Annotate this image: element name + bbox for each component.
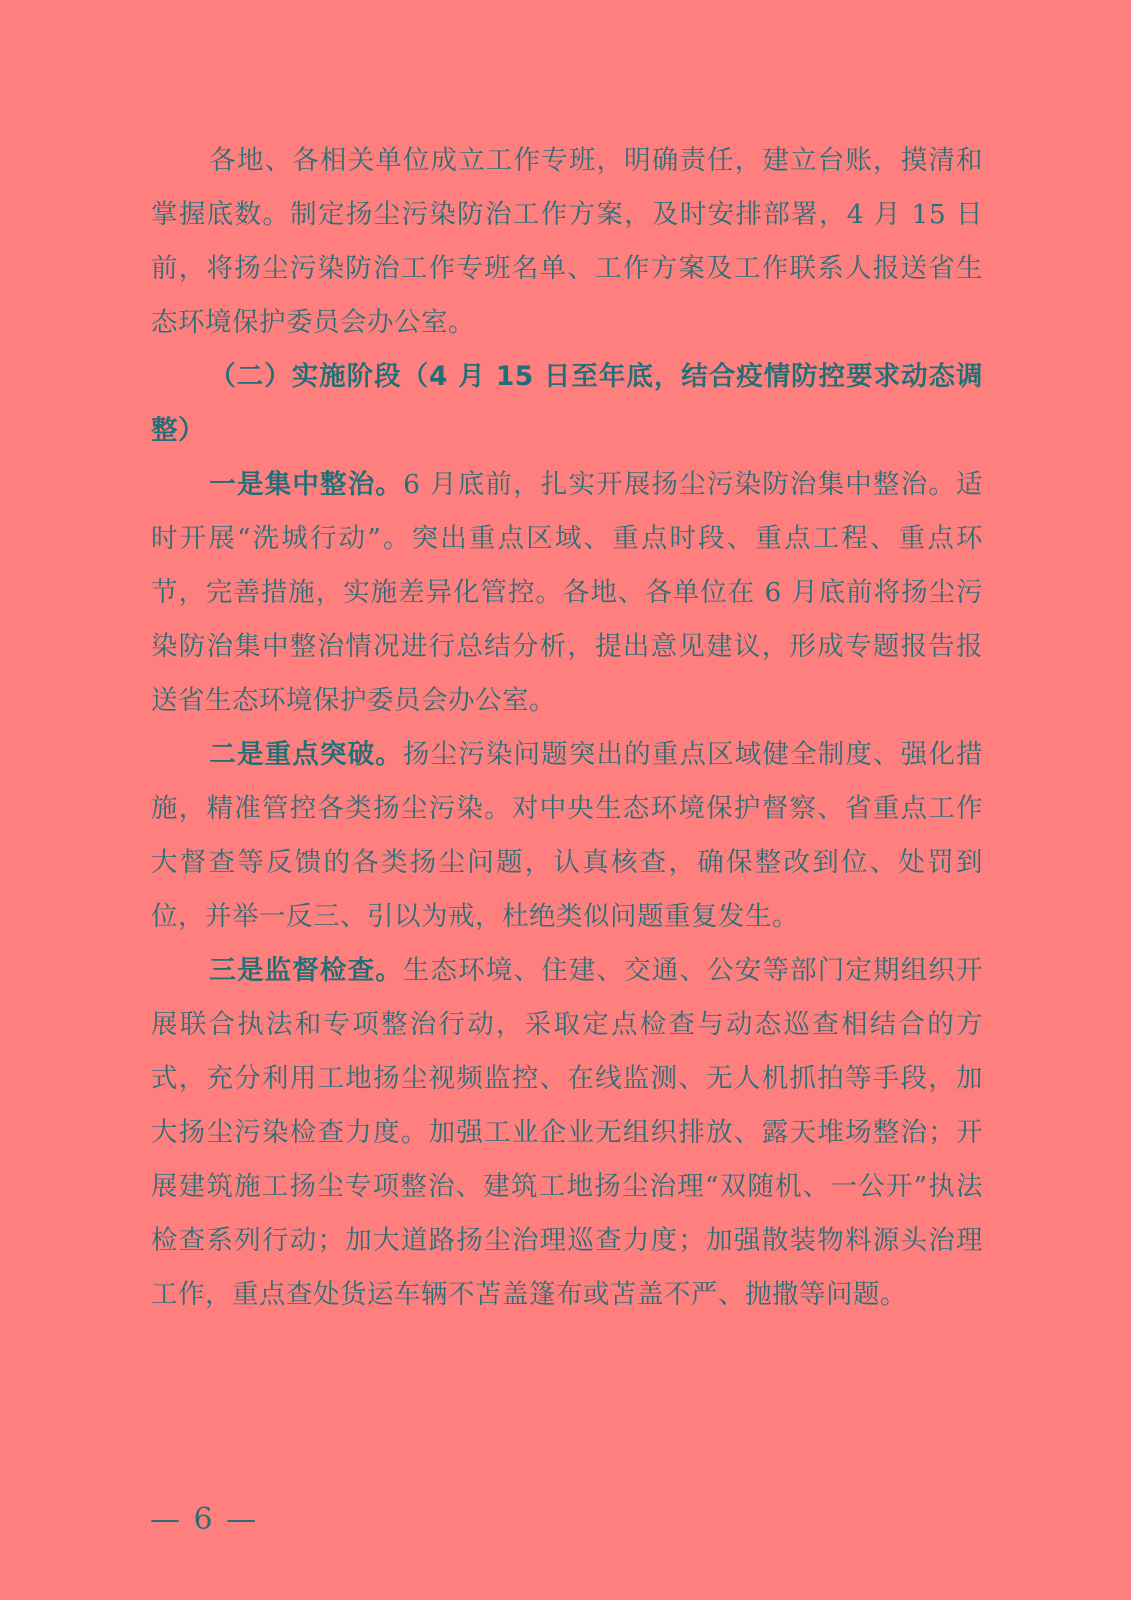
item-paragraph-1 [151, 458, 983, 728]
item-lead-1: 一是集中整治。 [209, 469, 404, 500]
item-paragraph-3 [151, 944, 983, 1322]
section-heading: （二）实施阶段（4 月 15 日至年底，结合疫情防控要求动态调整） [151, 361, 983, 446]
page-number: — 6 — [150, 1502, 259, 1537]
document-body [151, 134, 983, 1322]
item-lead-2: 二是重点突破。 [209, 739, 403, 770]
item-lead-3: 三是监督检查。 [209, 955, 403, 986]
item-paragraph-2 [151, 728, 983, 944]
item-text-2: 扬尘污染问题突出的重点区域健全制度、强化措施，精准管控各类扬尘污染。对中央生态环境保护督察、省重点工作大督查等反馈的各类扬尘问题，认真核查，确保整改到位、处罚到位，并举一反三、引以为戒，杜绝类似问题重复发生。 [151, 739, 984, 932]
intro-paragraph: 各地、各相关单位成立工作专班，明确责任，建立台账，摸清和掌握底数。制定扬尘污染防治工作方案，及时安排部署，4 月 15 日前，将扬尘污染防治工作专班名单、工作方案及工作联系人报送省生态环境保护委员会办公室。 [151, 145, 983, 338]
item-text-3: 生态环境、住建、交通、公安等部门定期组织开展联合执法和专项整治行动，采取定点检查与动态巡查相结合的方式，充分利用工地扬尘视频监控、在线监测、无人机抓拍等手段，加大扬尘污染检查力度。加强工业企业无组织排放、露天堆场整治；开展建筑施工扬尘专项整治、建筑工地扬尘治理“双随机、一公开”执法检查系列行动；加大道路扬尘治理巡查力度；加强散装物料源头治理工作，重点查处货运车辆不苫盖篷布或苫盖不严、抛撒等问题。 [151, 955, 984, 1310]
item-text-1: 6 月底前，扎实开展扬尘污染防治集中整治。适时开展“洗城行动”。突出重点区域、重点时段、重点工程、重点环节，完善措施，实施差异化管控。各地、各单位在 6 月底前将扬尘污染防治集中整治情况进行总结分析，提出意见建议，形成专题报告报送省生态环境保护委员会办公室。 [151, 469, 983, 716]
